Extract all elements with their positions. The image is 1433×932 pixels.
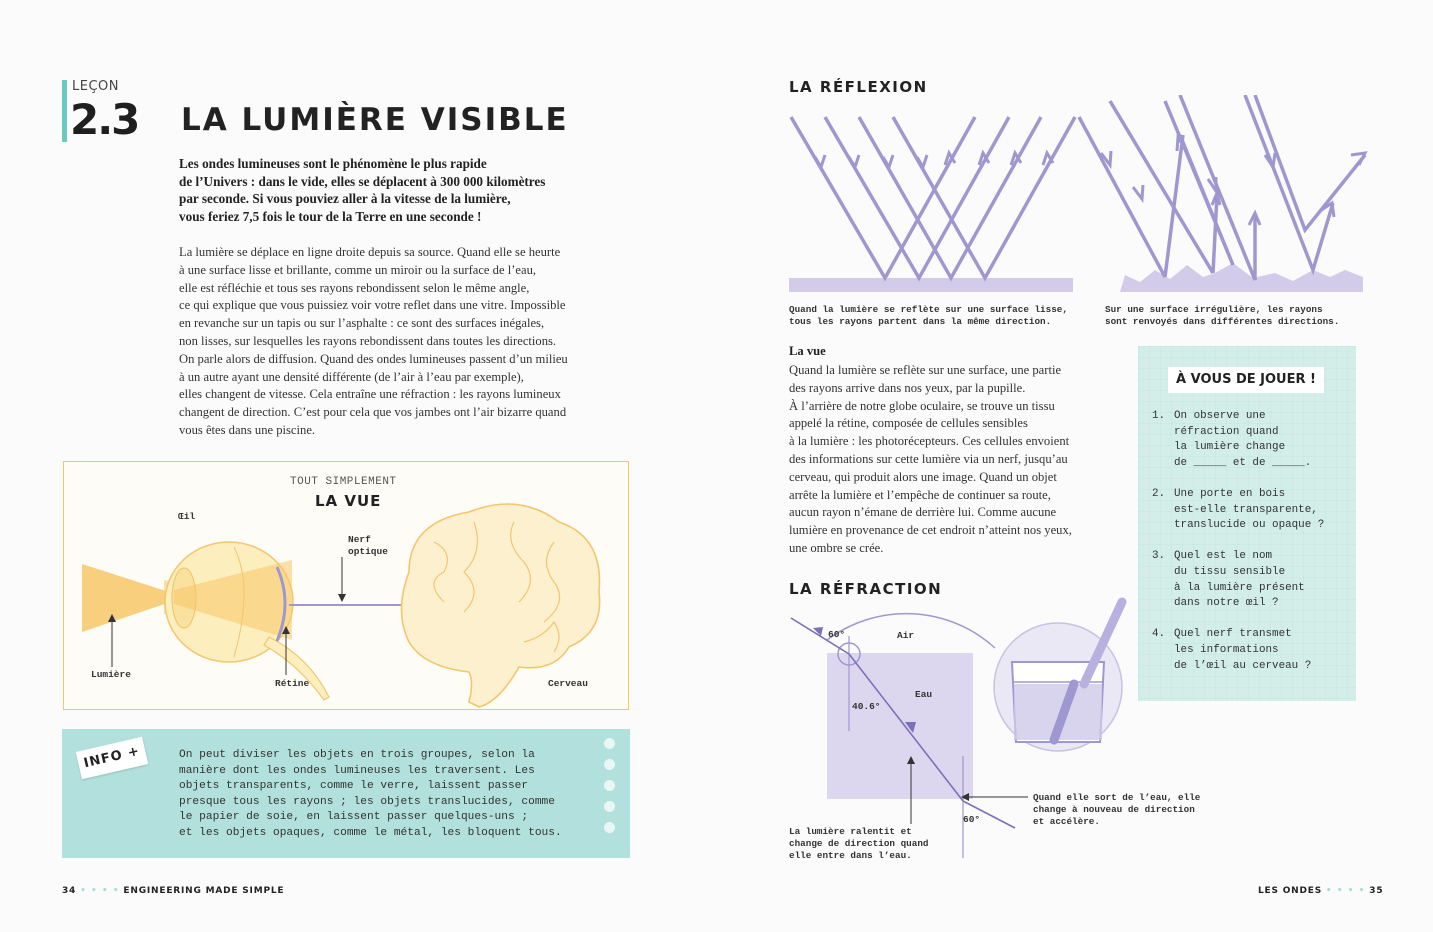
reflexion-illustration xyxy=(785,95,1375,300)
diffuse-rays xyxy=(1079,95,1365,280)
smooth-surface xyxy=(789,278,1073,292)
label-retine: Rétine xyxy=(275,678,310,689)
angle-out-label: 60° xyxy=(963,814,981,825)
info-decor-dots xyxy=(604,738,616,843)
label-cerveau: Cerveau xyxy=(548,678,588,689)
angle-water-label: 40.6° xyxy=(852,701,881,712)
caption-rough: Sur une surface irrégulière, les rayons sont renvoyés dans différentes directions. xyxy=(1105,304,1340,327)
brain-icon xyxy=(402,504,600,707)
caption-smooth: Quand la lumière se reflète sur une surface lisse, tous les rayons partent dans la même direction. xyxy=(789,304,1068,327)
quiz-title: À VOUS DE JOUER ! xyxy=(1168,367,1324,393)
body-paragraph: La lumière se déplace en ligne droite depuis sa source. Quand elle se heurte à une surface lisse et brillante, comme un miroir ou la surface de l’eau, elle est réfléchie et tous ses rayons rebondissent selon le même angle, ce qui explique que vous puissiez voir votre reflet dans une vitre. Impossible en revanche sur un tapis ou sur l’asphalte : ce sont des surfaces inégales, non lisses, sur lesquelles les rayons rebondissent dans toutes les directions. On parle alors de diffusion. Quand des ondes lumineuses passent d’un milieu à un autre ayant une densité différente (de l’air à l’eau par exemple), elles changent de vitesse. Cela entraîne une réfraction : les rayons lumineux changent de direction. C’est pour cela que vos jambes ont l’air bizarre quand vous êtes dans une piscine. xyxy=(179,245,568,437)
angle-in-label: 60° xyxy=(828,629,846,640)
intro-paragraph: Les ondes lumineuses sont le phénomène le plus rapide de l’Univers : dans le vide, elles se déplacent à 300 000 kilomètres par seconde. Si vous pouviez aller à la vitesse de la lumière, vous feriez 7,5 fois le tour de la Terre en une seconde ! xyxy=(179,156,546,225)
vue-subtitle: La vue xyxy=(789,344,826,358)
quiz-questions xyxy=(1152,409,1342,690)
footer-right: LES ONDES • • • • 35 xyxy=(1258,886,1384,896)
eau-label: Eau xyxy=(915,689,933,700)
info-text: On peut diviser les objets en trois groupes, selon la manière dont les ondes lumineuses les traversent. Les objets transparents, comme le verre, laissent passer presque tous les rayons ; les objets translucides, comme le papier de soie, en laissent passer quelques-uns ; et les objets opaques, comme le métal, les bloquent tous. xyxy=(179,749,562,839)
vue-panel-title: LA VUE xyxy=(315,492,382,510)
caption-enter: La lumière ralentit et change de direction quand elle entre dans l’eau. xyxy=(789,826,929,861)
quiz-question: 1. On observe une réfraction quand la lumière change de _____ et de _____. xyxy=(1152,410,1312,469)
lesson-number: 2.3 xyxy=(70,95,139,144)
smooth-rays xyxy=(791,117,1075,278)
vue-panel-kicker: TOUT SIMPLEMENT xyxy=(290,476,397,488)
eye-brain-illustration xyxy=(64,462,628,709)
label-lumiere: Lumière xyxy=(91,669,131,680)
quiz-question: 4. Quel nerf transmet les informations de l’œil au cerveau ? xyxy=(1152,628,1312,672)
refraction-title: LA RÉFRACTION xyxy=(789,580,943,598)
caption-exit: Quand elle sort de l’eau, elle change à nouveau de direction et accélère. xyxy=(1033,792,1201,827)
footer-left: 34 • • • • ENGINEERING MADE SIMPLE xyxy=(62,886,285,896)
rough-surface xyxy=(1120,263,1363,292)
lesson-accent-bar xyxy=(62,80,67,142)
label-oeil: Œil xyxy=(178,511,196,522)
reflexion-title: LA RÉFLEXION xyxy=(789,78,928,96)
air-label: Air xyxy=(897,630,915,641)
glass-with-straw-illustration xyxy=(992,592,1137,762)
lesson-label: LEÇON xyxy=(72,79,119,94)
quiz-question: 2. Une porte en bois est-elle transparente, translucide ou opaque ? xyxy=(1152,487,1325,532)
label-nerf-optique: Nerf optique xyxy=(348,534,388,557)
info-tag: INFO + xyxy=(76,737,149,780)
quiz-question: 3. Quel est le nom du tissu sensible à la lumière présent dans notre œil ? xyxy=(1152,550,1305,610)
vue-paragraph: Quand la lumière se reflète sur une surface, une partie des rayons arrive dans nos yeux, par la pupille. À l’arrière de notre globe oculaire, se trouve un tissu appelé la rétine, composée de cellules sensibles à la lumière : les photorécepteurs. Ces cellules envoient des informations sur cette lumière via un nerf, jusqu’au cerveau, qui produit alors une image. Quand un objet arrête la lumière et l’empêche de continuer sa route, aucun rayon n’émane de derrière lui. Comme aucune lumière en provenance de cet endroit n’atteint nos yeux, une ombre se crée. xyxy=(789,363,1072,555)
page-title: LA LUMIÈRE VISIBLE xyxy=(181,102,569,138)
